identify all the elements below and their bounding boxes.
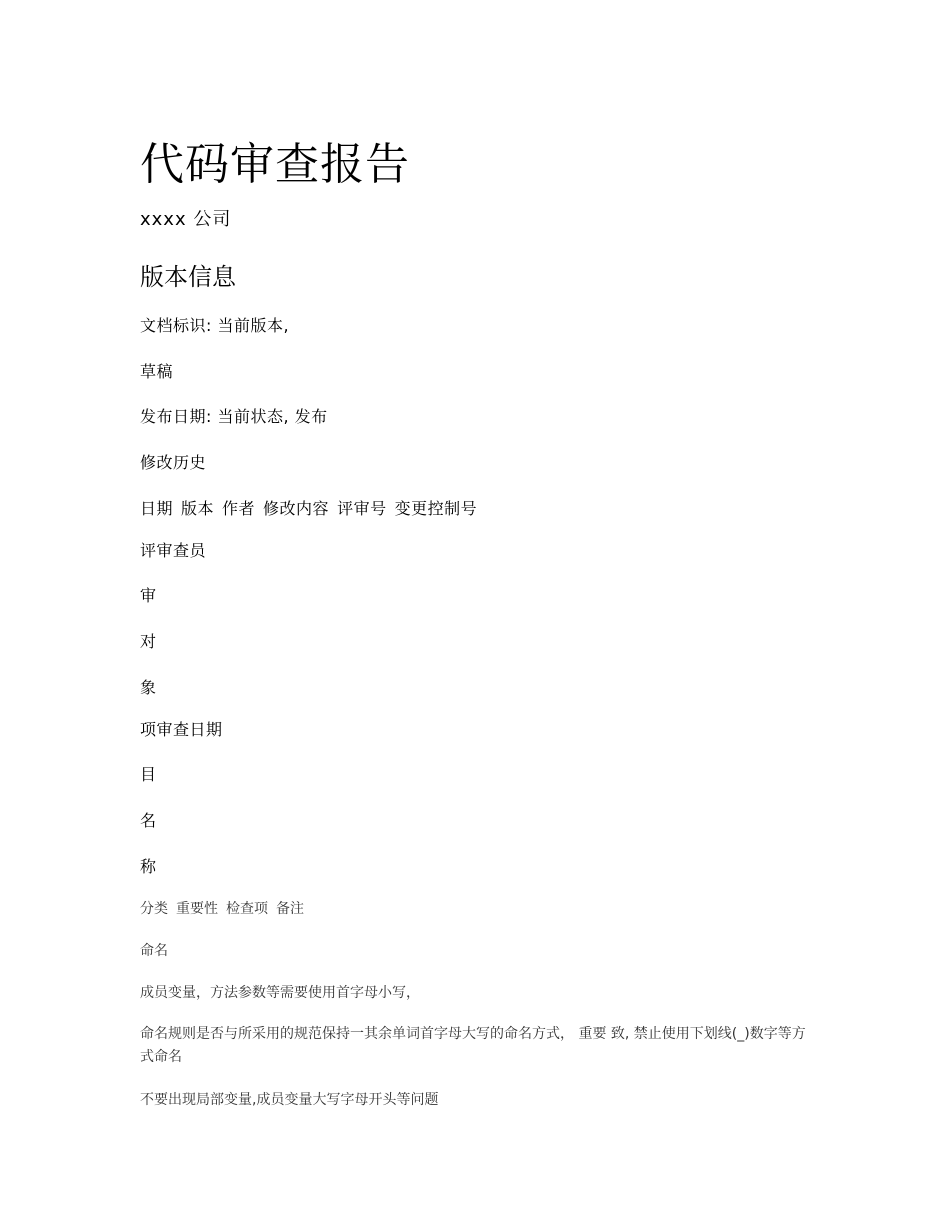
history-col-version: 版本 <box>181 499 215 518</box>
version-info-heading: 版本信息 <box>140 263 236 291</box>
revision-history-columns <box>140 496 485 519</box>
history-col-change-control-no: 变更控制号 <box>394 499 478 518</box>
review-char: 对 <box>140 632 157 651</box>
history-col-changes: 修改内容 <box>263 499 330 518</box>
check-col-importance: 重要性 <box>176 901 218 917</box>
check-col-notes: 备注 <box>276 901 304 917</box>
document-title: 代码审查报告 <box>140 139 410 190</box>
release-date-line: 发布日期: 当前状态, 发布 <box>140 407 328 426</box>
naming-rule-1: 成员变量，方法参数等需要使用首字母小写， <box>140 985 420 1001</box>
check-col-category: 分类 <box>140 901 168 917</box>
review-char: 名 <box>140 811 157 830</box>
revision-history-heading: 修改历史 <box>140 453 207 472</box>
naming-rule-2: 命名规则是否与所采用的规范保持一其余单词首字母大写的命名方式， 重要 致, 禁止使用下划线(_)数字等方式命名 <box>140 1026 806 1065</box>
history-col-author: 作者 <box>222 499 256 518</box>
check-col-item: 检查项 <box>226 901 268 917</box>
review-char: 象 <box>140 678 157 697</box>
history-col-date: 日期 <box>140 499 174 518</box>
project-review-date-label: 项审查日期 <box>140 720 223 739</box>
checklist-columns <box>140 898 312 918</box>
review-char: 目 <box>140 765 157 784</box>
history-col-review-no: 评审号 <box>337 499 387 518</box>
review-char: 称 <box>140 857 157 876</box>
company-name: xxxx 公司 <box>140 209 232 230</box>
draft-label: 草稿 <box>140 362 174 381</box>
review-char: 审 <box>140 586 157 605</box>
naming-rule-3: 不要出现局部变量,成员变量大写字母开头等问题 <box>140 1092 439 1108</box>
reviewers-label: 评审查员 <box>140 541 207 560</box>
naming-category: 命名 <box>140 943 168 959</box>
doc-id-line: 文档标识: 当前版本, <box>140 316 290 335</box>
